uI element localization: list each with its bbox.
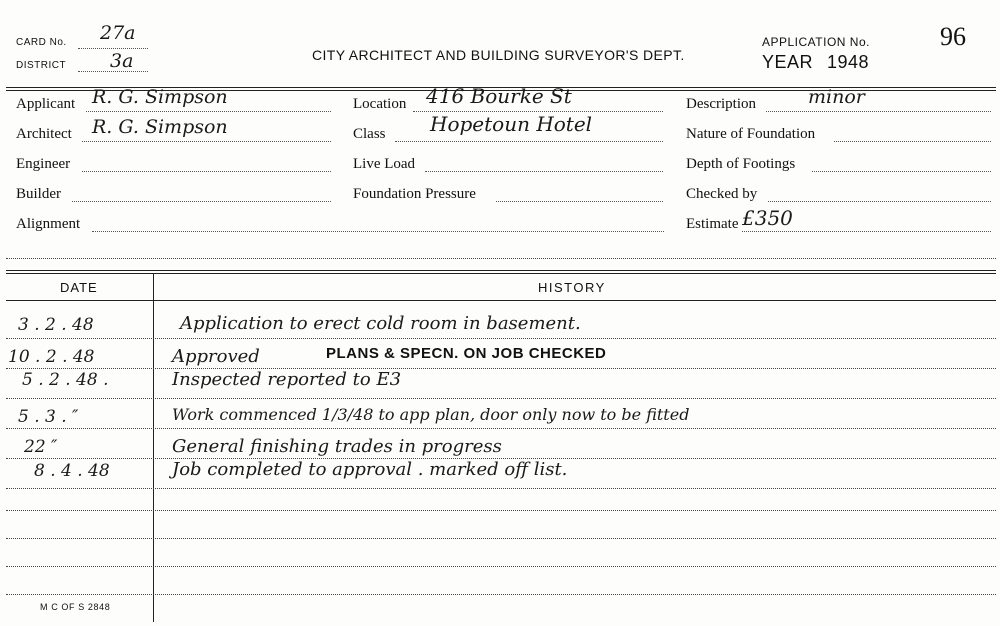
description-label: Description [686,96,756,112]
description-value: minor [808,86,865,108]
district-value: 3a [110,50,134,72]
year-value: 1948 [827,52,870,72]
foundation-pressure-line [496,201,663,202]
engineer-line [82,171,331,172]
alignment-label: Alignment [16,216,81,232]
column-divider [153,274,154,622]
live-load-label: Live Load [353,156,416,172]
engineer-label: Engineer [16,156,71,172]
header-bottom-rule [6,300,996,301]
history-text: Inspected reported to E3 [172,369,402,390]
alignment-line [92,231,664,232]
history-text: Application to erect cold room in basement. [180,313,581,334]
architect-line [82,141,331,142]
foundation-pressure-label: Foundation Pressure [353,186,476,202]
history-date: 22 ″ [24,437,58,457]
history-text: General finishing trades in progress [172,436,502,457]
description-line [766,111,991,112]
location-value: 416 Bourke St [426,84,572,108]
application-number: 96 [940,22,966,51]
builder-label: Builder [16,186,61,202]
row-line [6,538,996,539]
class-label: Class [353,126,386,142]
dept-title: CITY ARCHITECT AND BUILDING SURVEYOR'S DEPT. [312,47,685,63]
history-date: 5 . 2 . 48 . [22,370,109,390]
applicant-label: Applicant [16,96,76,112]
estimate-line [742,231,991,232]
row-line [6,566,996,567]
checked-by-line [768,201,991,202]
form-code: M C OF S 2848 [40,602,111,612]
estimate-value: £350 [742,206,793,230]
architect-label: Architect [16,126,72,142]
depth-footings-line [812,171,991,172]
applicant-value: R. G. Simpson [92,86,228,108]
row-line [6,338,996,339]
history-date: 3 . 2 . 48 [18,315,94,335]
district-label: DISTRICT [16,60,67,71]
row-line [6,398,996,399]
card-no-label: CARD No. [16,37,67,48]
checked-by-label: Checked by [686,186,758,202]
history-header: HISTORY [538,280,606,295]
location-label: Location [353,96,407,112]
row-line [6,594,996,595]
table-top-rule-2 [6,273,996,274]
date-header: DATE [60,280,98,295]
nature-foundation-label: Nature of Foundation [686,126,816,142]
class-line [395,141,663,142]
row-line [6,488,996,489]
builder-line [72,201,331,202]
approval-stamp: PLANS & SPECN. ON JOB CHECKED [326,345,607,362]
application-label: APPLICATION No. [762,35,870,49]
history-text: Job completed to approval . marked off list. [172,459,568,480]
history-text: Approved [172,346,260,367]
blank-field-line [6,258,996,259]
history-date: 5 . 3 . ″ [18,407,79,427]
row-line [6,510,996,511]
history-date: 10 . 2 . 48 [8,347,95,367]
nature-foundation-line [834,141,991,142]
row-line [6,428,996,429]
applicant-line [86,111,331,112]
live-load-line [425,171,663,172]
estimate-label: Estimate [686,216,739,232]
year-label: YEAR [762,52,814,72]
architect-value: R. G. Simpson [92,116,228,138]
history-text: Work commenced 1/3/48 to app plan, door only now to be fitted [172,405,690,424]
table-top-rule [6,270,996,271]
card-no-value: 27a [100,22,136,44]
history-date: 8 . 4 . 48 [34,461,110,481]
card-no-line [78,48,148,49]
class-value: Hopetoun Hotel [430,112,593,136]
depth-footings-label: Depth of Footings [686,156,796,172]
row-line [6,368,996,369]
